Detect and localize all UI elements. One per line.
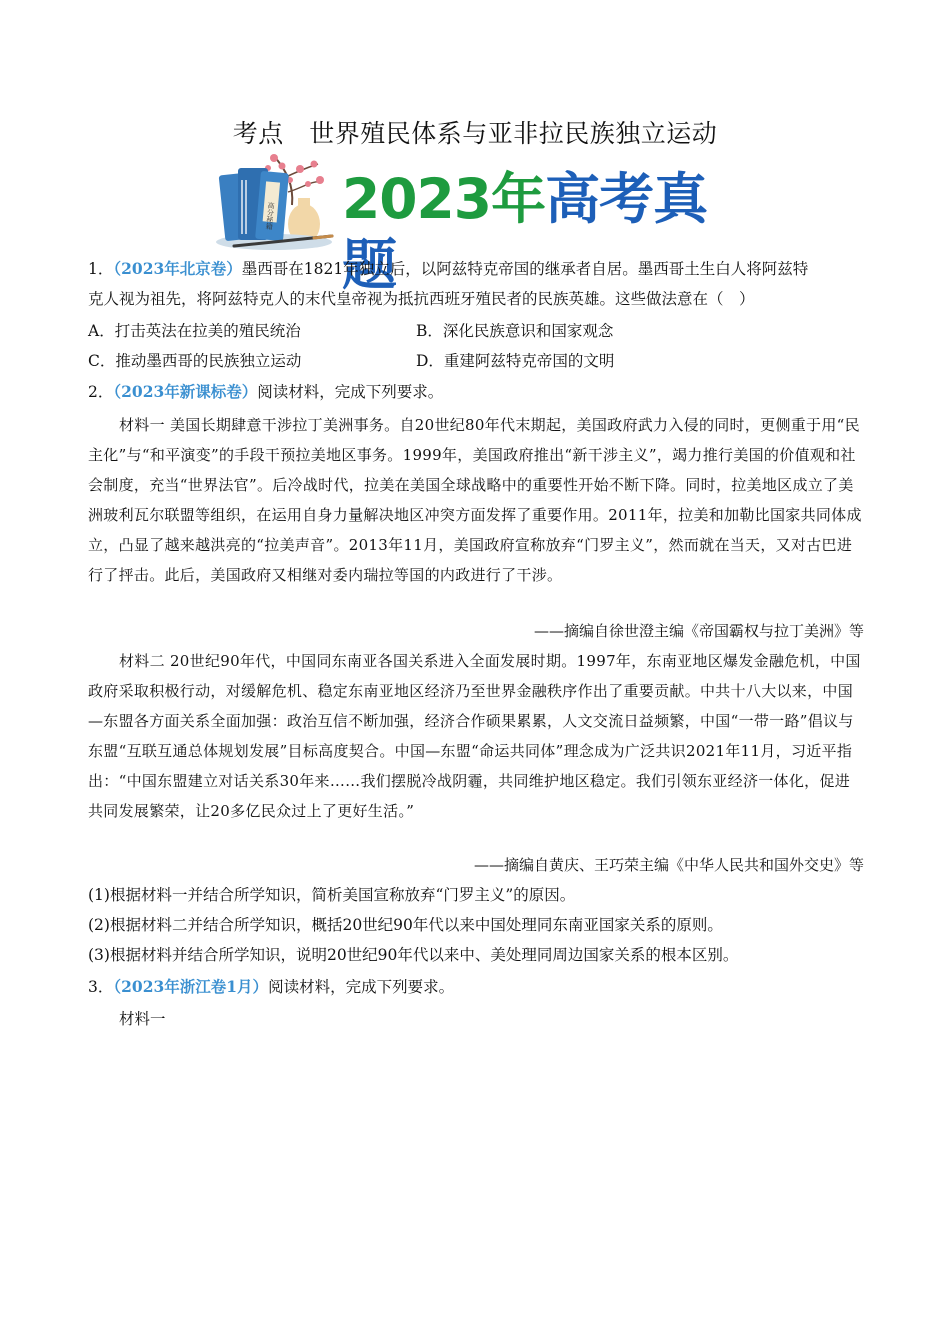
- material-1: 材料一 美国长期肆意干涉拉丁美洲事务。自20世纪80年代末期起，美国政府武力入侵的同时，更侧重于用“民主化”与“和平演变”的手段干预拉美地区事务。1999年，美国政府推出“新干涉主义”，竭力推行美国的价值观和社会制度，充当“世界法官”。后冷战时代，拉美在美国全球战略中的重要性开始不断下降。同时，拉美地区成立了美洲玻利瓦尔联盟等组织，在运用自身力量解决地区冲突方面发挥了重要作用。2011年，拉美和加勒比国家共同体成立，凸显了越来越洪亮的“拉美声音”。2013年11月，美国政府宣称放弃“门罗主义”，然而就在当天，又对古巴进行了抨击。此后，美国政府又相继对委内瑞拉等国的内政进行了干涉。: [88, 416, 862, 584]
- question-stem: 阅读材料，完成下列要求。: [257, 383, 444, 401]
- sub-question-3: (3)根据材料并结合所学知识，说明20世纪90年代以来中、美处理同周边国家关系的根本区别。: [88, 946, 739, 964]
- option-a: A．打击英法在拉美的殖民统治: [88, 322, 301, 340]
- question-3-header: [88, 972, 864, 1002]
- option-d: D．重建阿兹特克帝国的文明: [416, 352, 615, 370]
- banner-year: 2023年: [342, 167, 546, 231]
- book-spine-label: 高分秘籍: [264, 201, 276, 231]
- question-stem-part2: 克人视为祖先，将阿兹特克人的末代皇帝视为抵抗西班牙殖民者的民族英雄。这些做法意在（ ）: [88, 290, 755, 308]
- material-2: 材料二 20世纪90年代，中国同东南亚各国关系进入全面发展时期。1997年，东南亚地区爆发金融危机，中国政府采取积极行动，对缓解危机、稳定东南亚地区经济乃至世界金融秩序作出了重要贡献。中共十八大以来，中国—东盟各方面关系全面加强：政治互信不断加强，经济合作硕果累累，人文交流日益频繁，中国“一带一路”倡议与东盟“互联互通总体规划发展”目标高度契合。中国—东盟“命运共同体”理念成为广泛共识2021年11月，习近平指出：“中国东盟建立对话关系30年来……我们摆脱冷战阴霾，共同维护地区稳定。我们引领东亚经济一体化，促进共同发展繁荣，让20多亿民众过上了更好生活。”: [88, 652, 861, 820]
- question-stem: 阅读材料，完成下列要求。: [268, 978, 455, 996]
- sub-question-1: (1)根据材料一并结合所学知识，简析美国宣称放弃“门罗主义”的原因。: [88, 886, 576, 904]
- banner-main: 高考真题: [342, 167, 708, 297]
- question-1: [88, 254, 864, 314]
- question-source: （2023年新课标卷）: [113, 382, 258, 401]
- option-c: C．推动墨西哥的民族独立运动: [88, 352, 302, 370]
- question-number: 2．: [88, 383, 114, 401]
- question-1-line1: [88, 254, 864, 284]
- page-title: 考点 世界殖民体系与亚非拉民族独立运动: [232, 119, 718, 148]
- question-3-material-label: 材料一: [119, 1010, 166, 1028]
- question-source: （2023年浙江卷1月）: [113, 977, 269, 996]
- material-2-citation: ——摘编自黄庆、王巧荣主编《中华人民共和国外交史》等: [473, 856, 864, 874]
- option-b: B．深化民族意识和国家观念: [416, 322, 614, 340]
- sub-question-2: (2)根据材料二并结合所学知识，概括20世纪90年代以来中国处理同东南亚国家关系的原则。: [88, 916, 723, 934]
- question-2-header: [88, 377, 864, 407]
- question-source: （2023年北京卷）: [113, 259, 242, 278]
- material-1-citation: ——摘编自徐世澄主编《帝国霸权与拉丁美洲》等: [533, 622, 864, 640]
- question-number: 3．: [88, 978, 114, 996]
- question-number: 1．: [88, 260, 114, 278]
- question-stem-part1: 墨西哥在1821年独立后，以阿兹特克帝国的继承者自居。墨西哥土生白人将阿兹特: [241, 260, 809, 278]
- books-and-plum-blossom-illustration: [214, 150, 344, 250]
